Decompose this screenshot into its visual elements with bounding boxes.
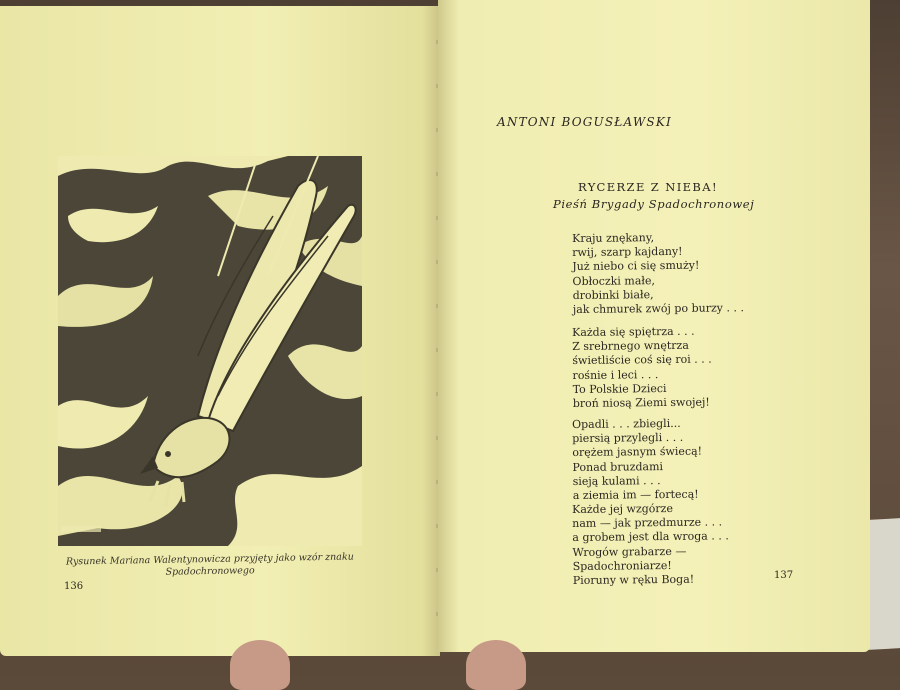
verse-line: Kraju znękany, — [572, 231, 655, 245]
page-number-left: 136 — [64, 581, 84, 592]
right-thumb — [466, 640, 526, 690]
stanza-2 — [572, 325, 712, 412]
left-page — [0, 6, 440, 656]
verse-line: Pioruny w ręku Boga! — [572, 572, 695, 588]
page-number-right: 137 — [774, 570, 794, 581]
verse-line: To Polskie Dzieci — [572, 381, 667, 396]
verse-line: Już niebo ci się smuży! — [572, 259, 700, 274]
poem-subtitle: Pieśń Brygady Spadochronowej — [553, 197, 755, 211]
verse-line: sieją kulami . . . — [572, 473, 661, 488]
verse-line: a ziemia im — fortecą! — [572, 487, 699, 503]
verse-line: Opadli . . . zbiegli... — [572, 416, 681, 431]
verse-line: drobinki białe, — [572, 287, 654, 302]
verse-line: Każde jej wzgórze — [572, 501, 674, 516]
verse-line: Wrogów grabarze — — [572, 544, 687, 559]
verse-line: Z srebrnego wnętrza — [572, 338, 689, 354]
left-thumb — [230, 640, 290, 690]
verse-line: orężem jasnym świecą! — [572, 445, 703, 460]
verse-line: rośnie i leci . . . — [572, 367, 659, 382]
verse-line: Spadochroniarze! — [572, 558, 672, 573]
verse-line: nam — jak przedmurze . . . — [572, 515, 723, 531]
verse-line: świetliście coś się roi . . . — [572, 352, 712, 368]
verse-line: Każda się spiętrza . . . — [572, 324, 695, 339]
verse-line: rwij, szarp kajdany! — [572, 245, 683, 260]
poem-title: RYCERZE Z NIEBA! — [578, 180, 719, 194]
verse-line: piersią przylegli . . . — [572, 431, 684, 446]
verse-line: broń niosą Ziemi swojej! — [572, 395, 710, 411]
verse-line: jak chmurek zwój po burzy . . . — [572, 301, 744, 317]
stanza-4 — [572, 501, 729, 588]
verse-line: a grobem jest dla wroga . . . — [572, 529, 729, 545]
verse-line: Ponad bruzdami — [572, 459, 664, 474]
woodcut-eagle-icon — [58, 156, 362, 546]
illustration-caption: Rysunek Mariana Walentynowicza przyjęty jako wzór znaku Spadochronowego — [65, 551, 354, 578]
stanza-3 — [572, 417, 703, 504]
verse-line: Obłoczki małe, — [572, 273, 656, 288]
stanza-1 — [572, 230, 744, 317]
poem-author: ANTONI BOGUSŁAWSKI — [497, 115, 672, 129]
